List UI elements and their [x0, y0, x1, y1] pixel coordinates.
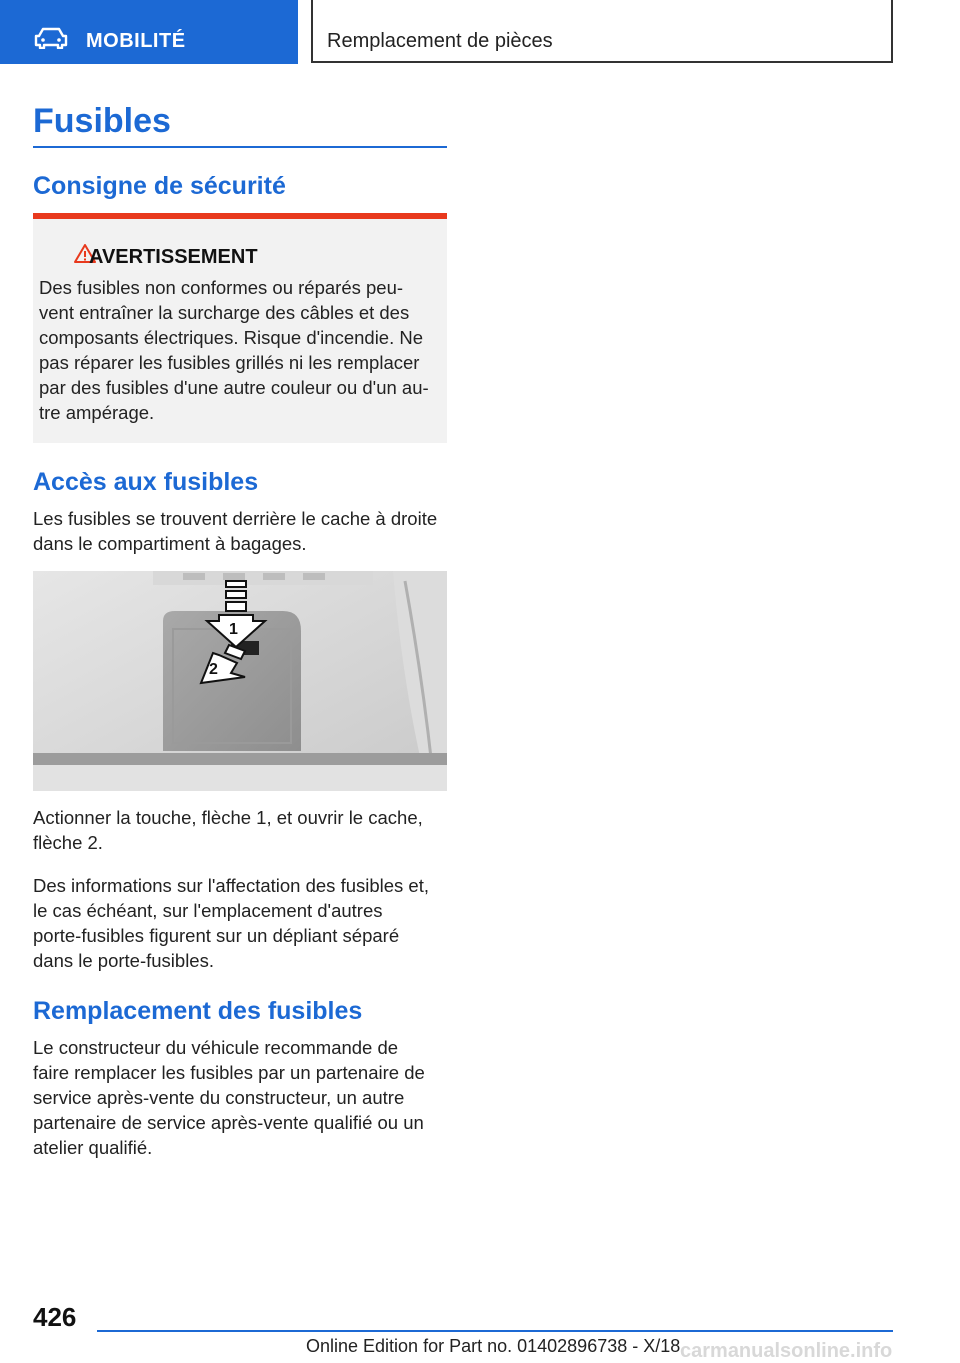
replace-text-line: service après-vente du constructeur, un autre [33, 1087, 405, 1108]
warning-title: AVERTISSEMENT [89, 246, 258, 268]
title-divider [33, 146, 447, 148]
info-text-line: Des informations sur l'affectation des fusibles et, [33, 875, 429, 896]
edition-text: Online Edition for Part no. 01402896738 - X/18 [306, 1336, 681, 1356]
step-text-line: Actionner la touche, flèche 1, et ouvrir le cache, [33, 807, 423, 828]
warning-text-line: vent entraîner la surcharge des câbles et des [39, 302, 410, 323]
warning-text-line: composants électriques. Risque d'incendie. Ne [39, 327, 424, 348]
replace-text-line: atelier qualifié. [33, 1137, 153, 1158]
warning-box [33, 213, 447, 443]
safety-heading: Consigne de sécurité [33, 172, 286, 200]
arrow-1-label: 1 [229, 621, 238, 638]
warning-text-line: pas réparer les fusibles grillés ni les remplacer [39, 352, 420, 373]
replace-heading: Remplacement des fusibles [33, 997, 363, 1025]
page-title: Fusibles [33, 102, 171, 140]
replace-text-line: partenaire de service après-vente qualifié ou un [33, 1112, 424, 1133]
step-text-line: flèche 2. [33, 832, 103, 853]
warning-text-line: Des fusibles non conformes ou réparés peu- [39, 277, 404, 298]
info-text-line: dans le porte-fusibles. [33, 950, 214, 971]
replace-text-line: Le constructeur du véhicule recommande de [33, 1037, 399, 1058]
chapter-tab-label: MOBILITÉ [86, 30, 186, 52]
car-icon [34, 27, 68, 49]
section-title: Remplacement de pièces [327, 30, 553, 52]
warning-text-line: par des fusibles d'une autre couleur ou d'un au- [39, 377, 429, 398]
replace-text-line: faire remplacer les fusibles par un partenaire de [33, 1062, 425, 1083]
chapter-tab[interactable] [0, 0, 298, 64]
fuse-cover-photo [33, 571, 447, 791]
warning-text-line: tre ampérage. [39, 402, 155, 423]
page-number: 426 [33, 1302, 77, 1332]
info-text-line: le cas échéant, sur l'emplacement d'autres [33, 900, 383, 921]
watermark: carmanualsonline.info [680, 1340, 893, 1362]
footer-divider [97, 1330, 893, 1332]
section-header [311, 0, 893, 63]
access-heading: Accès aux fusibles [33, 468, 259, 496]
access-text-line: Les fusibles se trouvent derrière le cache à droite [33, 508, 438, 529]
arrow-2-label: 2 [209, 661, 218, 678]
access-text-line: dans le compartiment à bagages. [33, 533, 307, 554]
info-text-line: porte-fusibles figurent sur un dépliant séparé [33, 925, 400, 946]
